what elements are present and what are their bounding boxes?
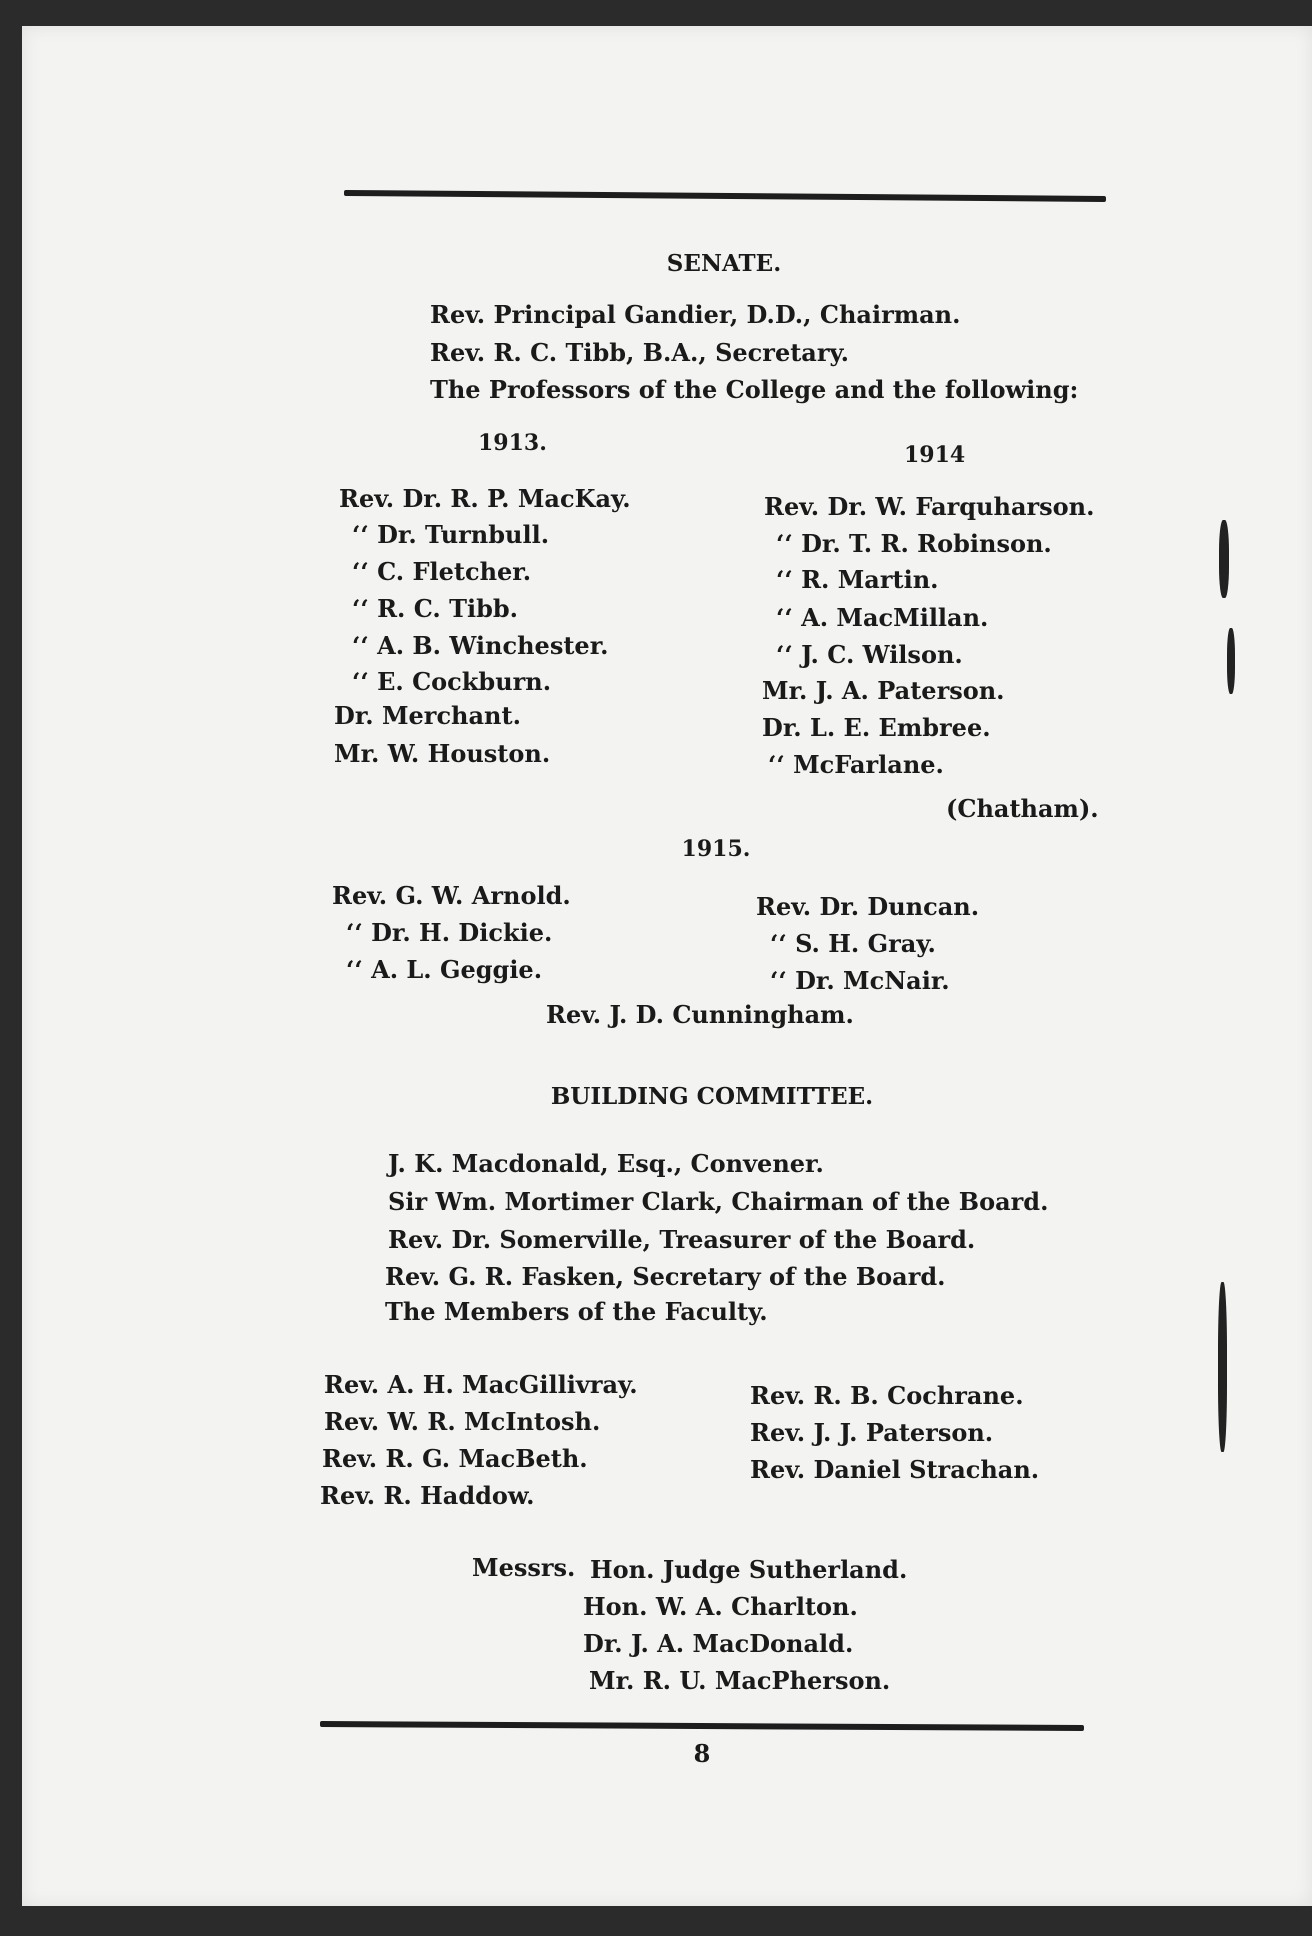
building-intro-line: Rev. G. R. Fasken, Secretary of the Board. xyxy=(385,1262,946,1291)
list-item: Rev. A. H. MacGillivray. xyxy=(324,1370,638,1399)
list-item: Rev. J. J. Paterson. xyxy=(750,1418,994,1447)
year-1914-label: 1914 xyxy=(904,442,966,468)
scan-border xyxy=(0,1906,1312,1936)
list-item: ‘‘ C. Fletcher. xyxy=(352,557,532,586)
list-item: ‘‘ R. C. Tibb. xyxy=(352,594,519,623)
building-intro-line: Sir Wm. Mortimer Clark, Chairman of the Board. xyxy=(388,1187,1049,1216)
list-item: ‘‘ Dr. McNair. xyxy=(770,966,950,995)
list-item: ‘‘ Dr. H. Dickie. xyxy=(346,918,553,947)
list-item: Rev. J. D. Cunningham. xyxy=(546,1000,854,1029)
list-item: Dr. Merchant. xyxy=(334,701,521,730)
list-item: Rev. G. W. Arnold. xyxy=(332,881,571,910)
senate-intro-line: Rev. Principal Gandier, D.D., Chairman. xyxy=(430,300,961,329)
list-item: ‘‘ Dr. Turnbull. xyxy=(352,520,550,549)
senate-intro-line: Rev. R. C. Tibb, B.A., Secretary. xyxy=(430,338,850,367)
page-number: 8 xyxy=(693,1739,711,1768)
list-item: Dr. L. E. Embree. xyxy=(762,713,991,742)
list-item: Rev. R. Haddow. xyxy=(320,1481,535,1510)
year-1913-label: 1913. xyxy=(478,430,547,456)
list-item: ‘‘ J. C. Wilson. xyxy=(776,640,963,669)
building-intro-line: Rev. Dr. Somerville, Treasurer of the Board. xyxy=(388,1225,976,1254)
list-item: Rev. Dr. W. Farquharson. xyxy=(764,492,1095,521)
list-item: ‘‘ A. L. Geggie. xyxy=(346,955,543,984)
list-item: Rev. Daniel Strachan. xyxy=(750,1455,1040,1484)
list-item: ‘‘ S. H. Gray. xyxy=(770,929,936,958)
list-item: ‘‘ E. Cockburn. xyxy=(352,667,552,696)
list-item: (Chatham). xyxy=(946,794,1099,823)
senate-intro-line: The Professors of the College and the following: xyxy=(430,375,1079,404)
building-heading: BUILDING COMMITTEE. xyxy=(550,1083,874,1110)
binding-mark xyxy=(1227,628,1235,694)
senate-heading: SENATE. xyxy=(666,250,782,277)
messrs-label: Messrs. xyxy=(472,1553,576,1582)
list-item: Rev. R. G. MacBeth. xyxy=(322,1444,588,1473)
list-item: ‘‘ R. Martin. xyxy=(776,565,939,594)
list-item: ‘‘ McFarlane. xyxy=(768,750,944,779)
list-item: Dr. J. A. MacDonald. xyxy=(583,1629,854,1658)
list-item: Mr. W. Houston. xyxy=(334,739,551,768)
list-item: Hon. Judge Sutherland. xyxy=(590,1555,908,1584)
list-item: Rev. R. B. Cochrane. xyxy=(750,1381,1024,1410)
binding-mark xyxy=(1218,1282,1227,1452)
list-item: Rev. Dr. Duncan. xyxy=(756,892,980,921)
building-intro-line: The Members of the Faculty. xyxy=(385,1297,768,1326)
list-item: ‘‘ A. B. Winchester. xyxy=(352,631,609,660)
binding-mark xyxy=(1219,520,1229,598)
building-intro-line: J. K. Macdonald, Esq., Convener. xyxy=(388,1149,824,1178)
list-item: Hon. W. A. Charlton. xyxy=(583,1592,858,1621)
year-1915-label: 1915. xyxy=(681,836,751,862)
list-item: ‘‘ A. MacMillan. xyxy=(776,603,989,632)
list-item: ‘‘ Dr. T. R. Robinson. xyxy=(776,529,1052,558)
list-item: Rev. Dr. R. P. MacKay. xyxy=(339,484,631,513)
list-item: Mr. R. U. MacPherson. xyxy=(589,1666,891,1695)
list-item: Rev. W. R. McIntosh. xyxy=(324,1407,601,1436)
list-item: Mr. J. A. Paterson. xyxy=(762,676,1005,705)
